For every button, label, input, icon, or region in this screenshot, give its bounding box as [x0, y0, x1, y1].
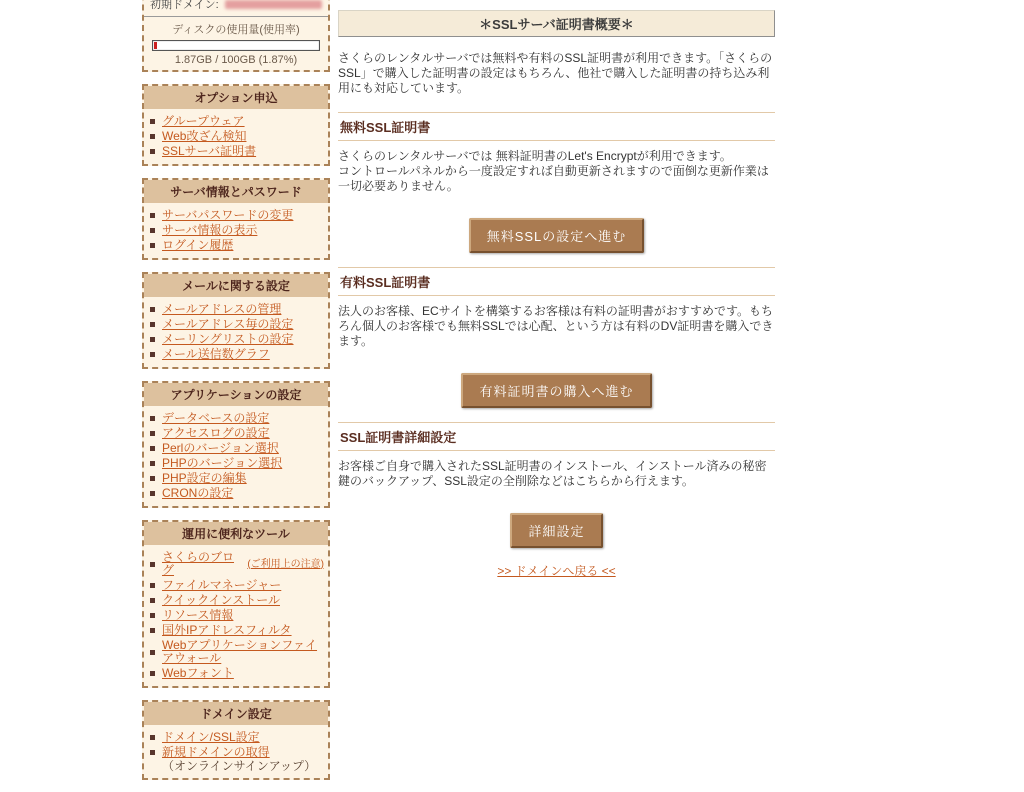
- bullet-icon: [150, 322, 155, 327]
- bullet-icon: [150, 337, 155, 342]
- redacted-domain-value: [225, 0, 322, 9]
- section-body: [338, 304, 775, 349]
- bullet-icon: [150, 562, 155, 567]
- sidebar-link[interactable]: メールアドレスの管理: [162, 302, 282, 316]
- disk-usage-bar: [152, 40, 320, 51]
- initial-domain-row: [144, 0, 328, 17]
- sidebar-item: [150, 144, 324, 159]
- sidebar-link[interactable]: ファイルマネージャー: [162, 578, 282, 592]
- sidebar-link[interactable]: 国外IPアドレスフィルタ: [162, 623, 292, 637]
- intro-paragraph: さくらのレンタルサーバでは無料や有料のSSL証明書が利用できます。「さくらのSSL」で購入した証明書の設定はもちろん、他社で購入した証明書の持ち込み利用にも対応しています。: [338, 51, 773, 95]
- sidebar-section-list: [144, 301, 328, 362]
- sidebar-link[interactable]: サーバパスワードの変更: [162, 208, 294, 222]
- bullet-icon: [150, 671, 155, 676]
- sidebar-item: [150, 623, 324, 638]
- bullet-icon: [150, 228, 155, 233]
- sidebar-item: [150, 550, 324, 578]
- sidebar-link[interactable]: 新規ドメインの取得: [162, 745, 270, 759]
- disk-usage-value: 1.87GB / 100GB (1.87%): [174, 54, 298, 66]
- section-body-line: さくらのレンタルサーバでは 無料証明書のLet's Encryptが利用できます。: [338, 149, 732, 163]
- sidebar-link[interactable]: ドメイン/SSL設定: [162, 730, 260, 744]
- sidebar-item: [150, 332, 324, 347]
- bullet-icon: [150, 243, 155, 248]
- sidebar-item: [150, 129, 324, 144]
- sidebar-link[interactable]: CRONの設定: [162, 486, 234, 500]
- sidebar-section-title: ドメイン設定: [144, 702, 328, 725]
- section-body: [338, 149, 775, 194]
- section-body-line: 法人のお客様、ECサイトを構築するお客様は有料の証明書がおすすめです。もちろん個人のお客様でも無料SSLでは心配、という方は有料のDV証明書を購入できます。: [338, 304, 774, 348]
- bullet-icon: [150, 119, 155, 124]
- sidebar-link[interactable]: Webフォント: [162, 666, 234, 680]
- sidebar-link[interactable]: ログイン履歴: [162, 238, 234, 252]
- sidebar-link[interactable]: サーバ情報の表示: [162, 223, 258, 237]
- sidebar-link[interactable]: Webアプリケーションファイアウォール: [162, 638, 318, 665]
- account-info-box: [142, 0, 330, 72]
- bullet-icon: [150, 750, 155, 755]
- main-sections: [338, 112, 775, 548]
- sidebar-item: [150, 411, 324, 426]
- sidebar-link[interactable]: PHP設定の編集: [162, 471, 247, 485]
- back-to-domain-link[interactable]: >> ドメインへ戻る <<: [497, 564, 616, 578]
- sidebar-section-list: [144, 113, 328, 159]
- bullet-icon: [150, 583, 155, 588]
- bullet-icon: [150, 149, 155, 154]
- sidebar-item: [150, 456, 324, 471]
- sidebar-link[interactable]: PHPのバージョン選択: [162, 456, 283, 470]
- bullet-icon: [150, 431, 155, 436]
- section-heading: 無料SSL証明書: [338, 112, 775, 141]
- sidebar-item: [150, 471, 324, 486]
- sidebar-item: [150, 302, 324, 317]
- sidebar-item: [150, 638, 324, 666]
- sidebar-item: [150, 608, 324, 623]
- bullet-icon: [150, 307, 155, 312]
- sidebar-section-list: [144, 729, 328, 773]
- sidebar-section-list: [144, 207, 328, 253]
- ssl-section: [338, 112, 775, 253]
- sidebar-sections: [142, 84, 330, 780]
- bullet-icon: [150, 476, 155, 481]
- section-action-button[interactable]: 無料SSLの設定へ進む: [469, 218, 645, 253]
- section-heading: SSL証明書詳細設定: [338, 422, 775, 451]
- page-title: ＊SSLサーバ証明書概要＊: [338, 10, 775, 37]
- sidebar-link[interactable]: メーリングリストの設定: [162, 332, 294, 346]
- bullet-icon: [150, 628, 155, 633]
- sidebar-section: [142, 272, 330, 369]
- section-body: [338, 459, 775, 489]
- bullet-icon: [150, 735, 155, 740]
- section-action-button[interactable]: 詳細設定: [510, 513, 602, 548]
- section-heading: 有料SSL証明書: [338, 267, 775, 296]
- bullet-icon: [150, 613, 155, 618]
- sidebar-section-list: [144, 410, 328, 501]
- sidebar-item: [150, 745, 324, 760]
- sidebar-section: [142, 700, 330, 780]
- bullet-icon: [150, 598, 155, 603]
- sidebar-item: [150, 347, 324, 362]
- main-content: [338, 0, 775, 580]
- sidebar-section: [142, 84, 330, 166]
- bullet-icon: [150, 461, 155, 466]
- sidebar-item: [150, 208, 324, 223]
- section-body-line: お客様ご自身で購入されたSSL証明書のインストール、インストール済みの秘密鍵のバックアップ、SSL設定の全削除などはこちらから行えます。: [338, 459, 767, 488]
- bullet-icon: [150, 416, 155, 421]
- sidebar-section-title: メールに関する設定: [144, 274, 328, 297]
- sidebar-item: [150, 223, 324, 238]
- disk-usage-label: ディスクの使用量(使用率): [172, 24, 300, 36]
- sidebar-item: [150, 238, 324, 253]
- sidebar-item-sub: （オンラインサインアップ）: [162, 759, 317, 773]
- section-action-button[interactable]: 有料証明書の購入へ進む: [461, 373, 651, 408]
- bullet-icon: [150, 650, 155, 655]
- sidebar-section-list: [144, 549, 328, 681]
- sidebar-section-title: アプリケーションの設定: [144, 383, 328, 406]
- bullet-icon: [150, 352, 155, 357]
- initial-domain-label: 初期ドメイン:: [150, 0, 219, 11]
- sidebar-item: [150, 730, 324, 745]
- bullet-icon: [150, 446, 155, 451]
- sidebar-section-title: 運用に便利なツール: [144, 522, 328, 545]
- sidebar: [142, 0, 330, 792]
- back-link-wrap: [338, 562, 775, 580]
- sidebar-item: [150, 578, 324, 593]
- sidebar-section: [142, 178, 330, 260]
- sidebar-section-title: サーバ情報とパスワード: [144, 180, 328, 203]
- ssl-section: [338, 422, 775, 548]
- sidebar-item: [150, 441, 324, 456]
- sidebar-link[interactable]: グループウェア: [162, 114, 245, 128]
- sidebar-link[interactable]: アクセスログの設定: [162, 426, 270, 440]
- section-body-line: コントロールパネルから一度設定すれば自動更新されますので面倒な更新作業は一切必要ありません。: [338, 164, 769, 193]
- sidebar-link[interactable]: リソース情報: [162, 608, 234, 622]
- bullet-icon: [150, 213, 155, 218]
- sidebar-item: [150, 486, 324, 501]
- sidebar-item: [150, 317, 324, 332]
- sidebar-item: [150, 593, 324, 608]
- sidebar-link[interactable]: Web改ざん検知: [162, 129, 247, 143]
- sidebar-link[interactable]: メールアドレス毎の設定: [162, 317, 294, 331]
- sidebar-section-title: オプション申込: [144, 86, 328, 109]
- sidebar-item: [150, 114, 324, 129]
- sidebar-item: [150, 426, 324, 441]
- sidebar-link[interactable]: メール送信数グラフ: [162, 347, 270, 361]
- sidebar-item: [150, 666, 324, 681]
- sidebar-section: [142, 381, 330, 508]
- ssl-section: [338, 267, 775, 408]
- sidebar-link[interactable]: さくらのブログ: [162, 550, 235, 577]
- sidebar-link[interactable]: データベースの設定: [162, 411, 270, 425]
- bullet-icon: [150, 134, 155, 139]
- sidebar-note-link[interactable]: (ご利用上の注意): [247, 558, 324, 570]
- sidebar-link[interactable]: Perlのバージョン選択: [162, 441, 279, 455]
- sidebar-section: [142, 520, 330, 688]
- bullet-icon: [150, 491, 155, 496]
- disk-usage-fill: [154, 42, 157, 49]
- sidebar-link[interactable]: クイックインストール: [162, 593, 280, 607]
- sidebar-link[interactable]: SSLサーバ証明書: [162, 144, 257, 158]
